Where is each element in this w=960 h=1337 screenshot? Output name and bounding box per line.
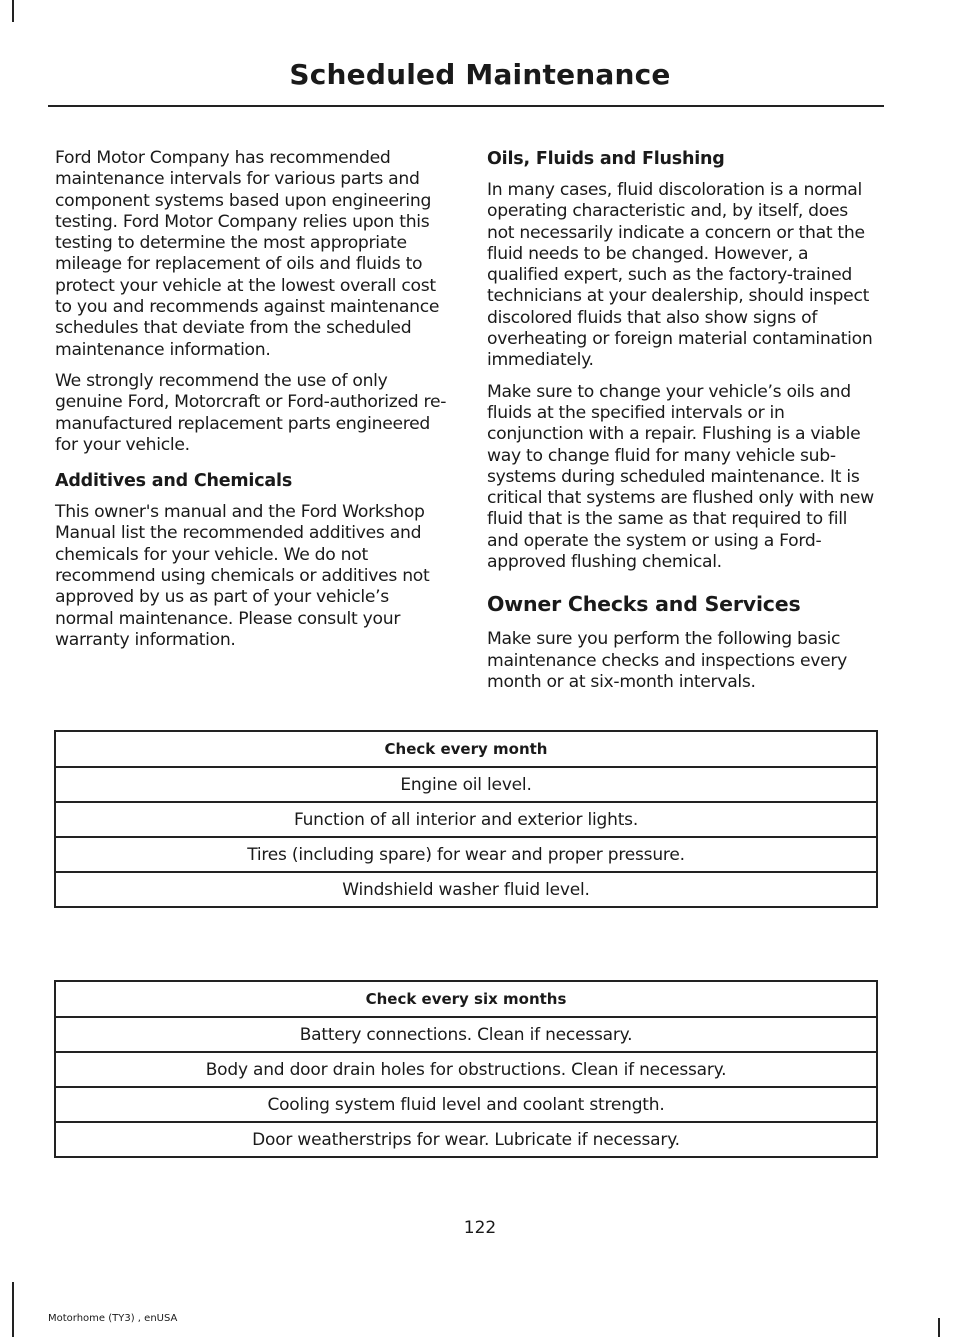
oils-heading: Oils, Fluids and Flushing <box>487 149 725 169</box>
table-cell: Body and door drain holes for obstructions. Clean if necessary. <box>55 1052 877 1087</box>
table-row <box>55 1017 877 1052</box>
page-title: Scheduled Maintenance <box>289 58 671 91</box>
table-header: Check every six months <box>55 981 877 1017</box>
right-column <box>487 148 879 703</box>
table-row <box>55 1122 877 1157</box>
oils-paragraph-2: Make sure to change your vehicle’s oils and fluids at the specified intervals or in conjunction with a repair. Flushing is a viable way to change fluid for many vehicle sub-systems during scheduled maintenance. It is critical that systems are flushed only with new fluid that is the same as that required to fill and operate the system or using a Ford-approved flushing chemical. <box>487 381 874 573</box>
owner-checks-heading: Owner Checks and Services <box>487 592 801 617</box>
table-cell: Battery connections. Clean if necessary. <box>55 1017 877 1052</box>
page-number: 122 <box>463 1218 497 1238</box>
table-row <box>55 1052 877 1087</box>
monthly-checks-table <box>54 730 878 908</box>
crop-mark-bottom-right <box>938 1318 940 1337</box>
six-month-checks-table <box>54 980 878 1158</box>
table-cell: Tires (including spare) for wear and proper pressure. <box>55 837 877 872</box>
table-cell: Windshield washer fluid level. <box>55 872 877 907</box>
table-row <box>55 767 877 802</box>
table-cell: Cooling system fluid level and coolant strength. <box>55 1087 877 1122</box>
crop-mark-bottom-left <box>12 1282 14 1337</box>
table-cell: Function of all interior and exterior lights. <box>55 802 877 837</box>
additives-paragraph: This owner's manual and the Ford Workshop Manual list the recommended additives and chemicals for your vehicle. We do not recommend using chemicals or additives not approved by us as part of your vehicle’s normal maintenance. Please consult your warranty information. <box>55 502 430 650</box>
table-row <box>55 837 877 872</box>
owner-checks-paragraph: Make sure you perform the following basic maintenance checks and inspections every month or at six-month intervals. <box>487 629 848 692</box>
document-id: Motorhome (TY3) , enUSA <box>48 1313 178 1324</box>
header-divider <box>48 105 884 107</box>
table-row <box>55 1087 877 1122</box>
intro-paragraph: Ford Motor Company has recommended maintenance intervals for various parts and component systems based upon engineering testing. Ford Motor Company relies upon this testing to determine the most appropriate mileage for replacement of oils and fluids to protect your vehicle at the lowest overall cost to you and recommends against maintenance schedules that deviate from the scheduled maintenance information. <box>55 148 440 360</box>
table-cell: Engine oil level. <box>55 767 877 802</box>
left-column <box>55 148 447 661</box>
table-cell: Door weatherstrips for wear. Lubricate if necessary. <box>55 1122 877 1157</box>
table-row <box>55 802 877 837</box>
table-header: Check every month <box>55 731 877 767</box>
crop-mark-top-left <box>12 0 14 22</box>
oils-paragraph-1: In many cases, fluid discoloration is a normal operating characteristic and, by itself, does not necessarily indicate a concern or that the fluid needs to be changed. However, a qualified expert, such as the factory-trained technicians at your dealership, should inspect discolored fluids that also show signs of overheating or foreign material contamination immediately. <box>487 180 873 371</box>
table-row <box>55 872 877 907</box>
recommend-paragraph: We strongly recommend the use of only genuine Ford, Motorcraft or Ford-authorized re-manufactured replacement parts engineered for your vehicle. <box>55 370 447 455</box>
additives-heading: Additives and Chemicals <box>55 471 293 492</box>
